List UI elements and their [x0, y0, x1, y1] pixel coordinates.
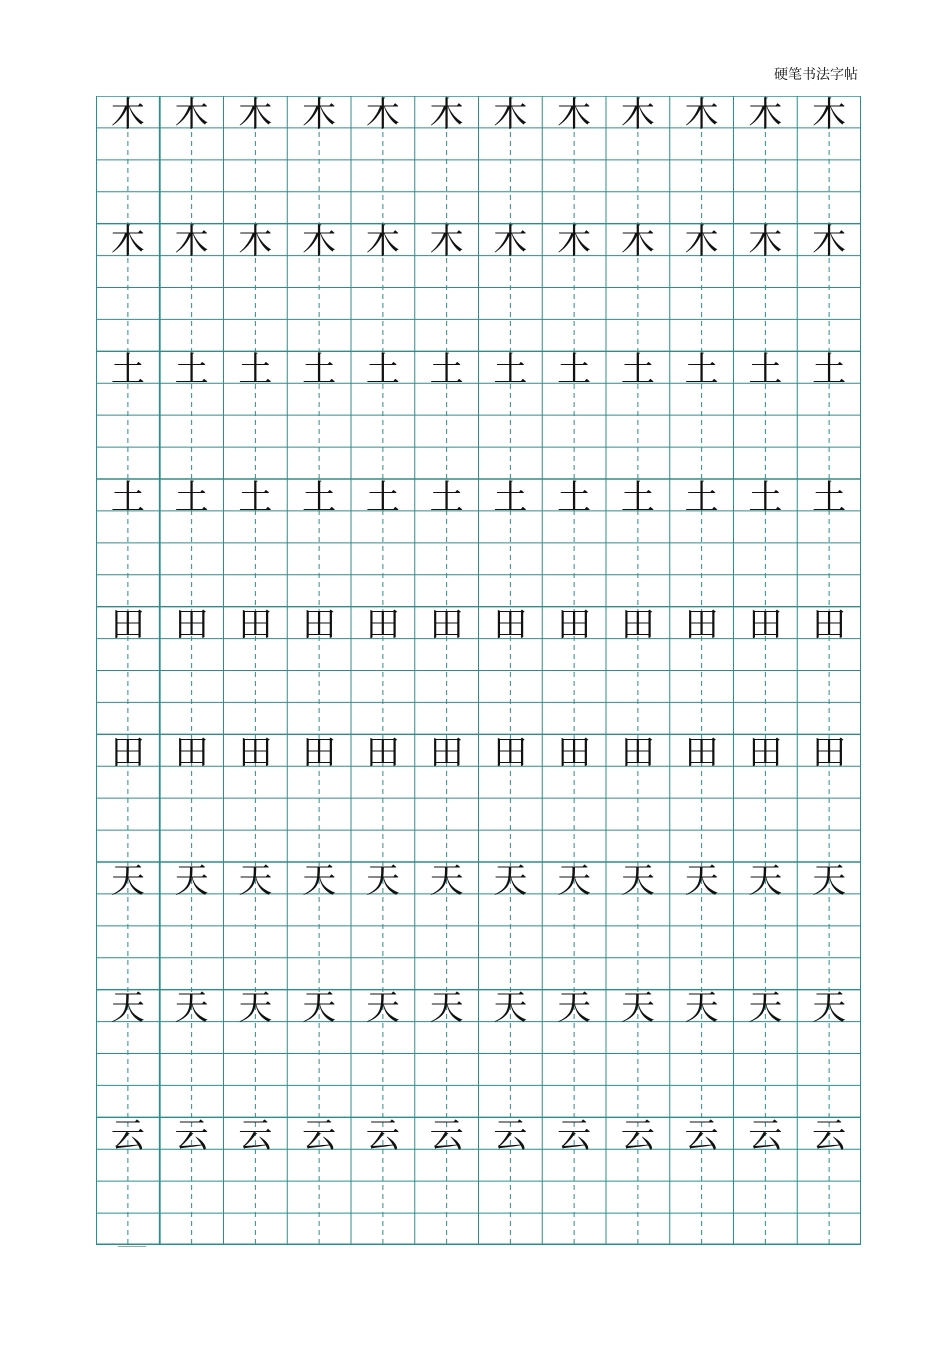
- practice-character: 木: [493, 222, 528, 263]
- practice-character: 天: [302, 988, 337, 1029]
- practice-character: 土: [557, 477, 592, 518]
- practice-character: 田: [493, 732, 528, 773]
- practice-character: 田: [684, 605, 719, 646]
- practice-character: 木: [620, 94, 655, 135]
- practice-character: 土: [557, 349, 592, 390]
- practice-character: 田: [302, 605, 337, 646]
- practice-character: 天: [748, 860, 783, 901]
- practice-character: 云: [302, 1115, 337, 1156]
- practice-character: 土: [620, 477, 655, 518]
- practice-character: 土: [684, 477, 719, 518]
- practice-character: 云: [748, 1115, 783, 1156]
- practice-character: 天: [812, 860, 847, 901]
- practice-character: 天: [110, 988, 145, 1029]
- practice-character: 天: [684, 988, 719, 1029]
- practice-character: 天: [557, 860, 592, 901]
- practice-character: 木: [493, 94, 528, 135]
- practice-character: 云: [684, 1115, 719, 1156]
- practice-character: 天: [493, 988, 528, 1029]
- practice-character: 云: [174, 1115, 209, 1156]
- practice-character: 田: [748, 732, 783, 773]
- practice-character: 田: [557, 605, 592, 646]
- practice-character: 天: [365, 860, 400, 901]
- practice-character: 田: [812, 732, 847, 773]
- page-title: 硬笔书法字帖: [774, 67, 858, 83]
- practice-character: 天: [684, 860, 719, 901]
- practice-character: 田: [748, 605, 783, 646]
- practice-character: 土: [365, 349, 400, 390]
- practice-character: 木: [812, 222, 847, 263]
- practice-character: 天: [812, 988, 847, 1029]
- practice-character: 木: [429, 94, 464, 135]
- practice-character: 土: [302, 349, 337, 390]
- practice-character: 木: [557, 222, 592, 263]
- practice-character: 木: [748, 222, 783, 263]
- practice-character: 田: [684, 732, 719, 773]
- practice-character: 天: [110, 860, 145, 901]
- practice-character: 土: [812, 477, 847, 518]
- practice-character: 天: [365, 988, 400, 1029]
- practice-character: 木: [620, 222, 655, 263]
- practice-character: 木: [429, 222, 464, 263]
- practice-character: 天: [493, 860, 528, 901]
- practice-character: 天: [620, 860, 655, 901]
- practice-character: 田: [429, 732, 464, 773]
- practice-character: 田: [812, 605, 847, 646]
- practice-character: 土: [429, 477, 464, 518]
- practice-character: 木: [748, 94, 783, 135]
- practice-character: 木: [684, 222, 719, 263]
- practice-character: 天: [557, 988, 592, 1029]
- practice-character: 土: [302, 477, 337, 518]
- practice-character: 田: [238, 732, 273, 773]
- practice-character: 土: [493, 477, 528, 518]
- practice-character: 土: [620, 349, 655, 390]
- practice-character: 木: [238, 94, 273, 135]
- practice-character: 土: [174, 349, 209, 390]
- practice-character: 土: [238, 349, 273, 390]
- practice-character: 田: [620, 605, 655, 646]
- practice-character: 土: [429, 349, 464, 390]
- practice-character: 云: [429, 1115, 464, 1156]
- practice-character: 土: [238, 477, 273, 518]
- practice-character: 云: [620, 1115, 655, 1156]
- practice-character: 木: [557, 94, 592, 135]
- practice-character: 木: [174, 222, 209, 263]
- practice-character: 云: [110, 1115, 145, 1156]
- practice-character: 木: [812, 94, 847, 135]
- practice-character: 天: [302, 860, 337, 901]
- practice-character: 木: [174, 94, 209, 135]
- practice-character: 土: [110, 477, 145, 518]
- practice-character: 云: [812, 1115, 847, 1156]
- practice-character: 田: [365, 605, 400, 646]
- practice-character: 木: [365, 222, 400, 263]
- character-layer: [96, 96, 861, 1245]
- practice-character: 天: [174, 860, 209, 901]
- practice-character: 木: [110, 94, 145, 135]
- practice-character: 田: [620, 732, 655, 773]
- practice-character: 天: [429, 988, 464, 1029]
- practice-character: 田: [110, 732, 145, 773]
- practice-character: 田: [302, 732, 337, 773]
- practice-character: 天: [748, 988, 783, 1029]
- practice-character: 土: [365, 477, 400, 518]
- practice-character: 田: [238, 605, 273, 646]
- practice-character: 木: [684, 94, 719, 135]
- practice-character: 田: [557, 732, 592, 773]
- practice-sheet: [96, 96, 861, 1245]
- practice-character: 土: [684, 349, 719, 390]
- practice-character: 天: [238, 860, 273, 901]
- practice-character: 田: [110, 605, 145, 646]
- practice-character: 田: [174, 732, 209, 773]
- practice-character: 天: [620, 988, 655, 1029]
- practice-character: 木: [238, 222, 273, 263]
- practice-character: 木: [302, 222, 337, 263]
- practice-character: 土: [748, 349, 783, 390]
- practice-character: 木: [365, 94, 400, 135]
- practice-character: 土: [110, 349, 145, 390]
- practice-character: 土: [493, 349, 528, 390]
- practice-character: 田: [429, 605, 464, 646]
- practice-character: 土: [748, 477, 783, 518]
- practice-character: 木: [302, 94, 337, 135]
- practice-character: 云: [365, 1115, 400, 1156]
- practice-character: 田: [493, 605, 528, 646]
- practice-character: 天: [429, 860, 464, 901]
- footer-mark: [118, 1246, 146, 1247]
- practice-character: 土: [174, 477, 209, 518]
- practice-character: 天: [238, 988, 273, 1029]
- practice-character: 云: [493, 1115, 528, 1156]
- practice-character: 云: [557, 1115, 592, 1156]
- practice-character: 土: [812, 349, 847, 390]
- practice-character: 木: [110, 222, 145, 263]
- practice-character: 云: [238, 1115, 273, 1156]
- practice-character: 田: [174, 605, 209, 646]
- practice-character: 田: [365, 732, 400, 773]
- practice-character: 天: [174, 988, 209, 1029]
